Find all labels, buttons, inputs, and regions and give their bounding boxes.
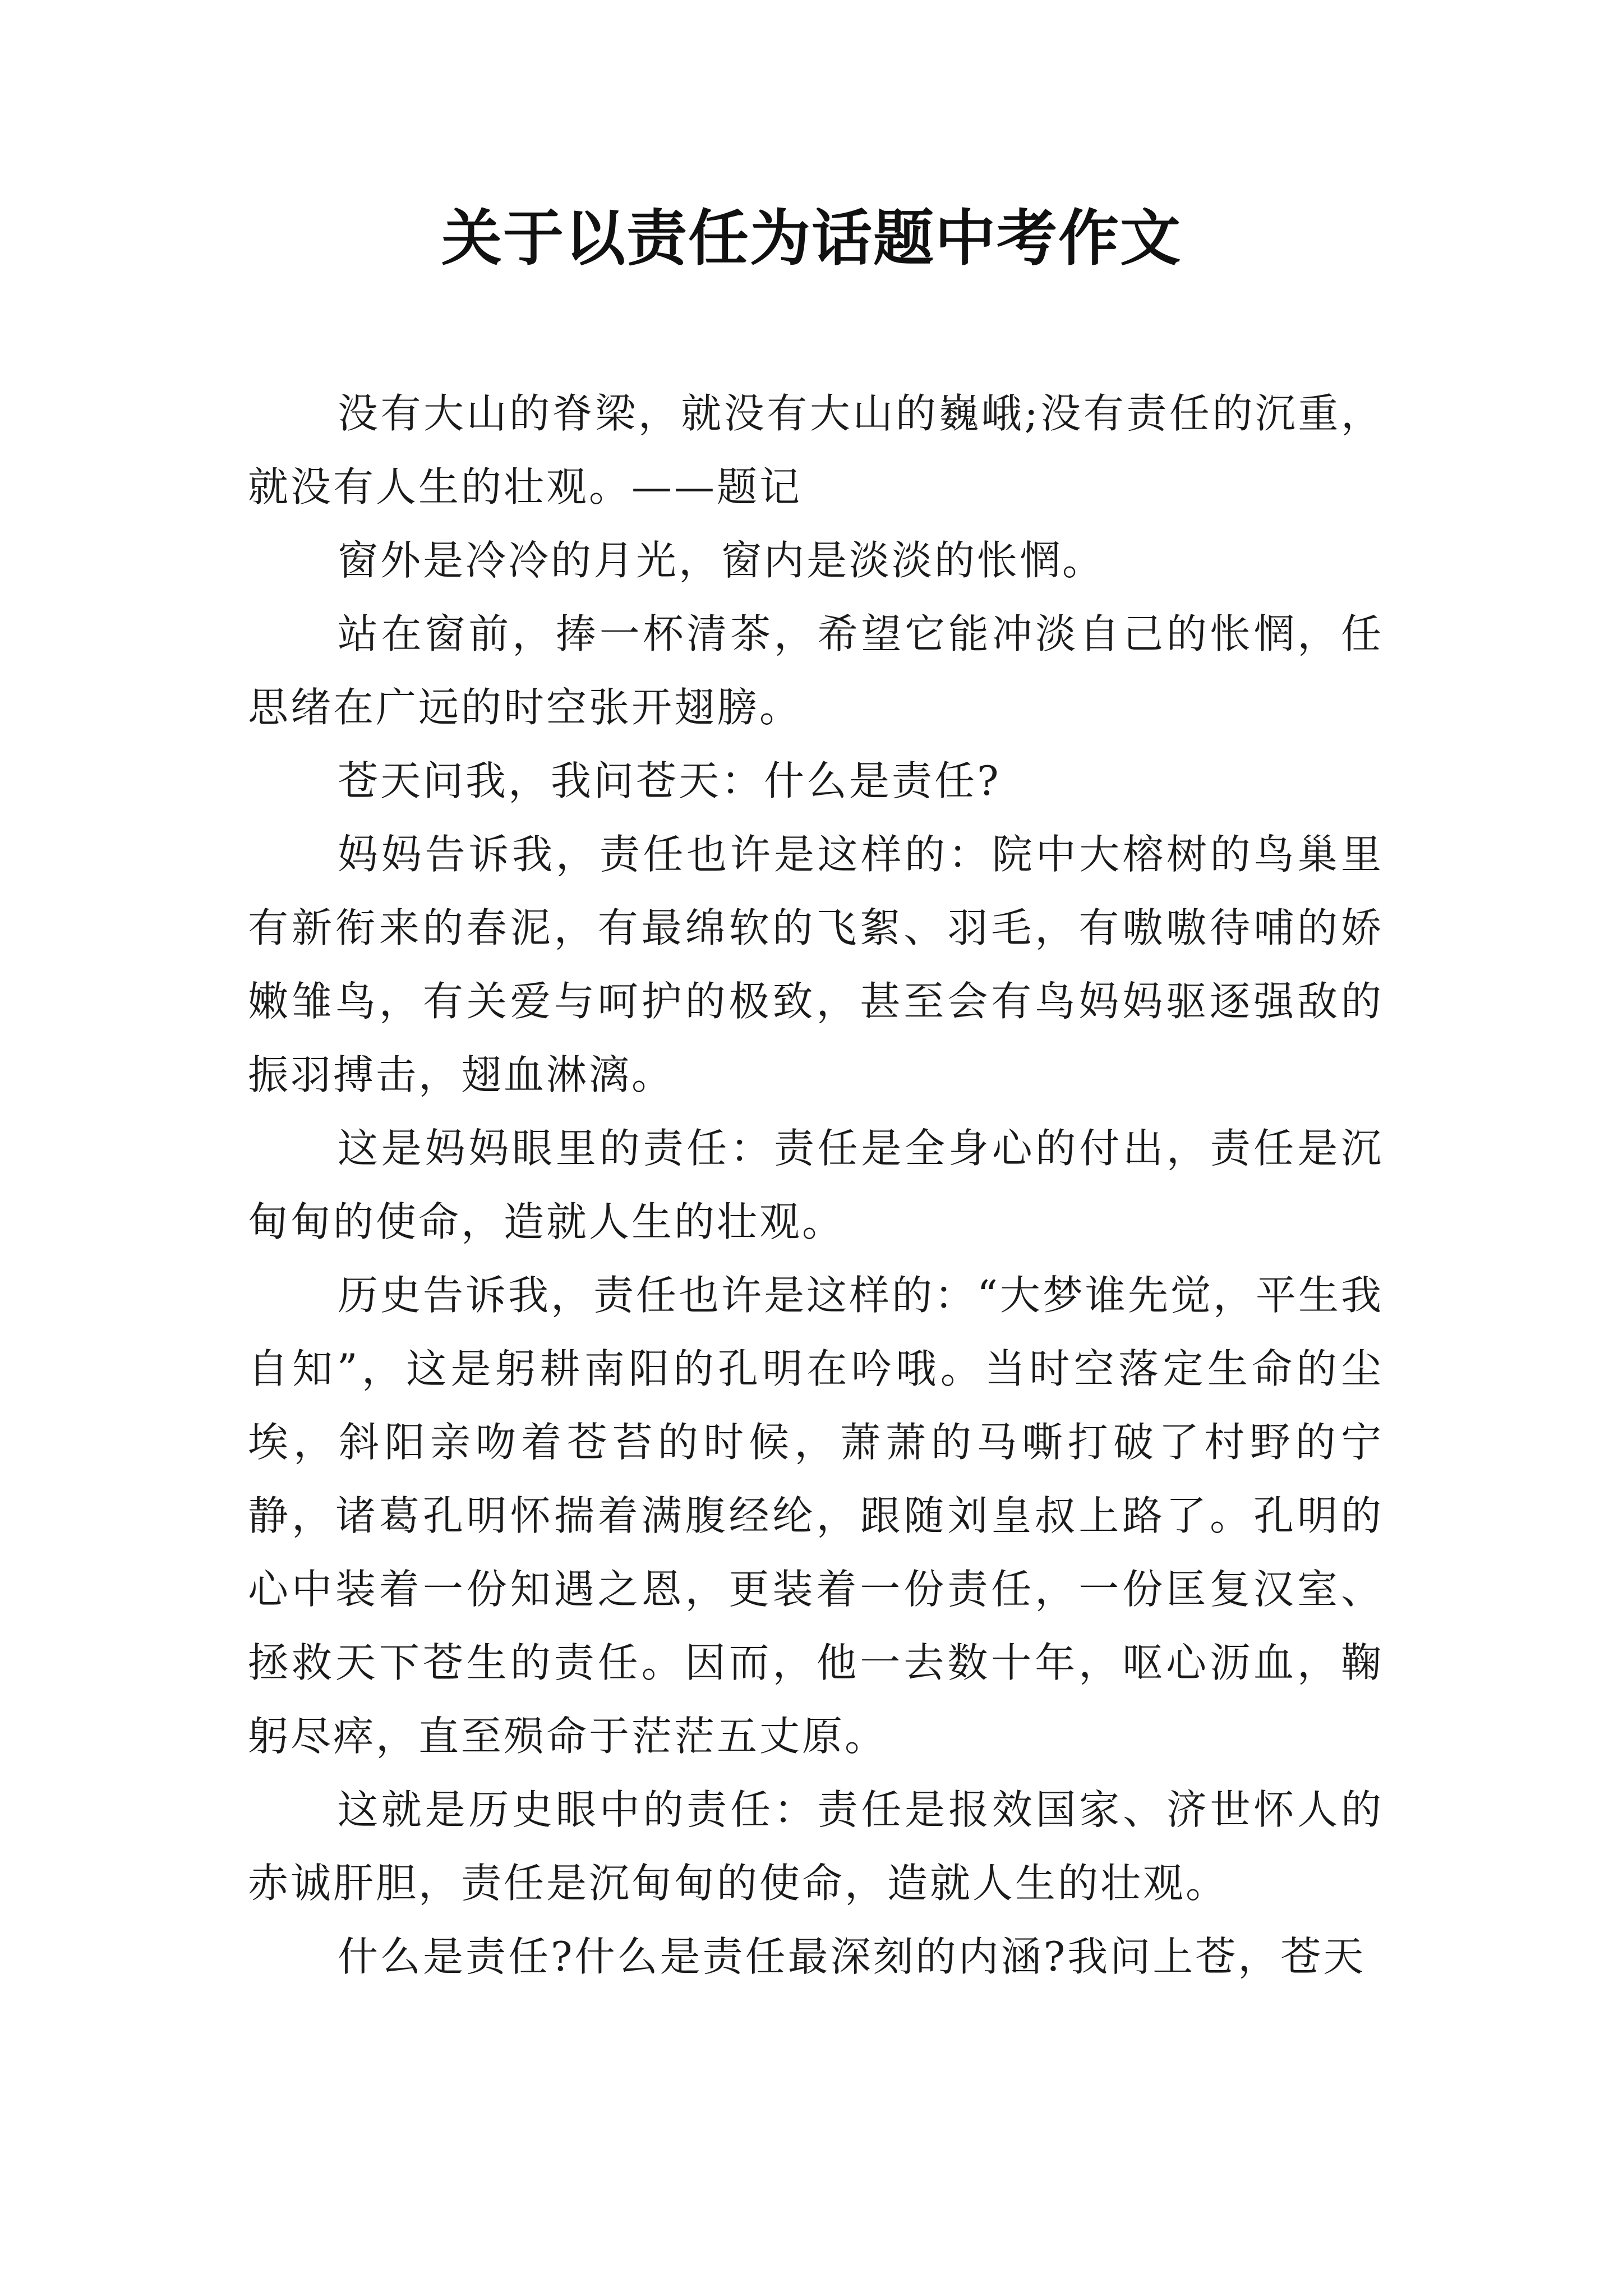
paragraph: 什么是责任?什么是责任最深刻的内涵?我问上苍，苍天 (338, 1933, 1366, 1980)
paragraph: 窗外是冷冷的月光，窗内是淡淡的怅惘。 (338, 537, 1105, 584)
document-title: 关于以责任为话题中考作文 (441, 203, 1182, 274)
paragraph: 站在窗前，捧一杯清茶，希望它能冲淡自己的怅惘，任思绪在广远的时空张开翅膀。 (248, 610, 1384, 731)
document-body (248, 377, 1384, 1994)
paragraph: 妈妈告诉我，责任也许是这样的：院中大榕树的鸟巢里有新衔来的春泥，有最绵软的飞絮、羽毛，有嗷嗷待哺的娇嫩雏鸟，有关爱与呵护的极致，甚至会有鸟妈妈驱逐强敌的振羽搏击，翅血淋漓。 (248, 831, 1384, 1098)
paragraph: 苍天问我，我问苍天：什么是责任? (338, 757, 1001, 804)
paragraph: 历史告诉我，责任也许是这样的：“大梦谁先觉，平生我自知”，这是躬耕南阳的孔明在吟哦。当时空落定生命的尘埃，斜阳亲吻着苍苔的时候，萧萧的马嘶打破了村野的宁静，诸葛孔明怀揣着满腹经纶，跟随刘皇叔上路了。孔明的心中装着一份知遇之恩，更装着一份责任，一份匡复汉室、拯救天下苍生的责任。因而，他一去数十年，呕心沥血，鞠躬尽瘁，直至殒命于茫茫五丈原。 (248, 1272, 1384, 1760)
paragraph-epigraph: 没有大山的脊梁，就没有大山的巍峨;没有责任的沉重，就没有人生的壮观。——题记 (248, 390, 1384, 510)
paragraph: 这就是历史眼中的责任：责任是报效国家、济世怀人的赤诚肝胆，责任是沉甸甸的使命，造就人生的壮观。 (248, 1786, 1384, 1907)
paragraph: 这是妈妈眼里的责任：责任是全身心的付出，责任是沉甸甸的使命，造就人生的壮观。 (248, 1125, 1384, 1245)
